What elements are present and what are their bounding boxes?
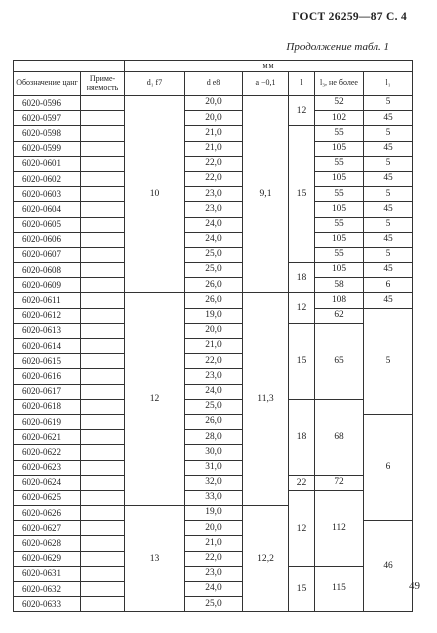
table-continuation-caption: Продолжение табл. 1 <box>286 41 389 53</box>
cell-usage <box>81 490 125 505</box>
table-row <box>14 126 413 141</box>
cell-code: 6020-0628 <box>14 536 81 551</box>
page-number: 49 <box>409 580 420 592</box>
cell-d: 20,0 <box>185 323 243 338</box>
cell-d: 21,0 <box>185 141 243 156</box>
cell-l3: 108 <box>315 293 364 308</box>
table-row <box>14 323 413 338</box>
cell-code: 6020-0613 <box>14 323 81 338</box>
cell-code: 6020-0609 <box>14 278 81 293</box>
cell-l3: 65 <box>315 323 364 399</box>
cell-l1: 5 <box>364 217 413 232</box>
table-row <box>14 217 413 232</box>
parameters-table <box>13 60 413 612</box>
cell-l3: 52 <box>315 96 364 111</box>
cell-d: 22,0 <box>185 354 243 369</box>
col-header-code: Обозначение цанг <box>14 72 81 96</box>
cell-d: 20,0 <box>185 96 243 111</box>
cell-usage <box>81 339 125 354</box>
cell-d: 21,0 <box>185 536 243 551</box>
table-row <box>14 187 413 202</box>
col-header-a: a −0,1 <box>243 72 289 96</box>
cell-l3: 62 <box>315 308 364 323</box>
cell-l3: 58 <box>315 278 364 293</box>
cell-l3: 105 <box>315 263 364 278</box>
cell-usage <box>81 430 125 445</box>
cell-usage <box>81 141 125 156</box>
table-row <box>14 278 413 293</box>
cell-usage <box>81 399 125 414</box>
cell-d1: 12 <box>125 293 185 506</box>
table-body <box>14 96 413 612</box>
cell-usage <box>81 582 125 597</box>
cell-a: 11,3 <box>243 293 289 506</box>
cell-d: 22,0 <box>185 551 243 566</box>
document-header: ГОСТ 26259—87 С. 4 <box>292 11 407 23</box>
cell-l: 18 <box>289 263 315 293</box>
cell-code: 6020-0631 <box>14 566 81 581</box>
cell-code: 6020-0599 <box>14 141 81 156</box>
cell-l1: 6 <box>364 278 413 293</box>
cell-d: 23,0 <box>185 187 243 202</box>
table-row <box>14 141 413 156</box>
cell-l1: 45 <box>364 263 413 278</box>
cell-usage <box>81 156 125 171</box>
cell-usage <box>81 232 125 247</box>
cell-l1: 45 <box>364 202 413 217</box>
cell-d: 31,0 <box>185 460 243 475</box>
cell-l3: 105 <box>315 232 364 247</box>
cell-d1: 10 <box>125 96 185 293</box>
cell-l1: 46 <box>364 521 413 612</box>
cell-code: 6020-0615 <box>14 354 81 369</box>
cell-d: 24,0 <box>185 217 243 232</box>
cell-d: 23,0 <box>185 566 243 581</box>
cell-code: 6020-0606 <box>14 232 81 247</box>
cell-code: 6020-0601 <box>14 156 81 171</box>
cell-code: 6020-0603 <box>14 187 81 202</box>
cell-code: 6020-0598 <box>14 126 81 141</box>
cell-l1: 45 <box>364 141 413 156</box>
table-row <box>14 399 413 414</box>
cell-d: 19,0 <box>185 506 243 521</box>
cell-d: 23,0 <box>185 369 243 384</box>
cell-usage <box>81 369 125 384</box>
cell-d: 22,0 <box>185 171 243 186</box>
cell-d: 26,0 <box>185 278 243 293</box>
cell-code: 6020-0605 <box>14 217 81 232</box>
cell-usage <box>81 445 125 460</box>
cell-code: 6020-0632 <box>14 582 81 597</box>
cell-code: 6020-0621 <box>14 430 81 445</box>
cell-code: 6020-0624 <box>14 475 81 490</box>
cell-d: 19,0 <box>185 308 243 323</box>
cell-l3: 112 <box>315 490 364 566</box>
cell-l: 12 <box>289 293 315 323</box>
table-row <box>14 247 413 262</box>
cell-code: 6020-0597 <box>14 111 81 126</box>
cell-code: 6020-0626 <box>14 506 81 521</box>
cell-usage <box>81 536 125 551</box>
cell-l1: 5 <box>364 156 413 171</box>
cell-d: 24,0 <box>185 582 243 597</box>
cell-code: 6020-0616 <box>14 369 81 384</box>
col-header-l1: l₁ <box>364 72 413 96</box>
cell-l3: 105 <box>315 141 364 156</box>
table-row <box>14 96 413 111</box>
cell-code: 6020-0596 <box>14 96 81 111</box>
cell-l: 15 <box>289 323 315 399</box>
cell-l3: 55 <box>315 217 364 232</box>
cell-code: 6020-0629 <box>14 551 81 566</box>
cell-l3: 72 <box>315 475 364 490</box>
col-header-l: l <box>289 72 315 96</box>
cell-usage <box>81 566 125 581</box>
cell-d: 25,0 <box>185 263 243 278</box>
cell-d: 21,0 <box>185 339 243 354</box>
cell-usage <box>81 96 125 111</box>
cell-usage <box>81 506 125 521</box>
cell-code: 6020-0627 <box>14 521 81 536</box>
cell-d: 30,0 <box>185 445 243 460</box>
cell-usage <box>81 217 125 232</box>
cell-usage <box>81 597 125 612</box>
cell-usage <box>81 460 125 475</box>
cell-usage <box>81 171 125 186</box>
cell-l3: 102 <box>315 111 364 126</box>
cell-l1: 45 <box>364 293 413 308</box>
cell-usage <box>81 126 125 141</box>
table-row <box>14 156 413 171</box>
cell-l1: 45 <box>364 232 413 247</box>
cell-d: 26,0 <box>185 414 243 429</box>
cell-l3: 55 <box>315 247 364 262</box>
cell-d: 26,0 <box>185 293 243 308</box>
cell-usage <box>81 278 125 293</box>
cell-l1: 5 <box>364 96 413 111</box>
table-row <box>14 475 413 490</box>
table-row <box>14 308 413 323</box>
cell-code: 6020-0623 <box>14 460 81 475</box>
cell-d: 33,0 <box>185 490 243 505</box>
cell-a: 12,2 <box>243 506 289 612</box>
cell-code: 6020-0602 <box>14 171 81 186</box>
cell-l: 18 <box>289 399 315 475</box>
cell-a: 9,1 <box>243 96 289 293</box>
cell-code: 6020-0614 <box>14 339 81 354</box>
cell-code: 6020-0604 <box>14 202 81 217</box>
cell-l3: 55 <box>315 156 364 171</box>
cell-l3: 55 <box>315 126 364 141</box>
cell-code: 6020-0607 <box>14 247 81 262</box>
cell-l1: 5 <box>364 308 413 414</box>
table-row <box>14 490 413 505</box>
cell-l3: 55 <box>315 187 364 202</box>
cell-usage <box>81 323 125 338</box>
cell-usage <box>81 187 125 202</box>
cell-usage <box>81 293 125 308</box>
cell-l1: 5 <box>364 247 413 262</box>
table-row <box>14 202 413 217</box>
table-row <box>14 111 413 126</box>
cell-l: 15 <box>289 126 315 263</box>
cell-l1: 5 <box>364 187 413 202</box>
cell-d: 25,0 <box>185 247 243 262</box>
unit-header: мм <box>125 61 413 72</box>
cell-usage <box>81 521 125 536</box>
cell-usage <box>81 384 125 399</box>
cell-l1: 5 <box>364 126 413 141</box>
col-header-l3: l₃, не более <box>315 72 364 96</box>
cell-d: 25,0 <box>185 399 243 414</box>
cell-code: 6020-0611 <box>14 293 81 308</box>
cell-usage <box>81 263 125 278</box>
col-header-usage: Приме-няемость <box>81 72 125 96</box>
cell-l3: 105 <box>315 202 364 217</box>
table-row <box>14 263 413 278</box>
cell-d: 24,0 <box>185 384 243 399</box>
cell-code: 6020-0617 <box>14 384 81 399</box>
cell-d: 21,0 <box>185 126 243 141</box>
cell-code: 6020-0625 <box>14 490 81 505</box>
cell-l1: 6 <box>364 414 413 520</box>
cell-d: 28,0 <box>185 430 243 445</box>
cell-code: 6020-0633 <box>14 597 81 612</box>
cell-code: 6020-0622 <box>14 445 81 460</box>
cell-usage <box>81 308 125 323</box>
cell-l3: 105 <box>315 171 364 186</box>
table-row <box>14 232 413 247</box>
cell-d: 20,0 <box>185 111 243 126</box>
cell-d: 22,0 <box>185 156 243 171</box>
cell-usage <box>81 551 125 566</box>
cell-l: 15 <box>289 566 315 612</box>
cell-usage <box>81 202 125 217</box>
cell-l3: 68 <box>315 399 364 475</box>
cell-usage <box>81 247 125 262</box>
cell-code: 6020-0608 <box>14 263 81 278</box>
cell-usage <box>81 354 125 369</box>
cell-l1: 45 <box>364 171 413 186</box>
cell-d: 20,0 <box>185 521 243 536</box>
cell-d: 25,0 <box>185 597 243 612</box>
cell-usage <box>81 475 125 490</box>
cell-l3: 115 <box>315 566 364 612</box>
cell-usage <box>81 111 125 126</box>
cell-code: 6020-0612 <box>14 308 81 323</box>
cell-d1: 13 <box>125 506 185 612</box>
col-header-d: d e8 <box>185 72 243 96</box>
cell-code: 6020-0618 <box>14 399 81 414</box>
cell-l1: 45 <box>364 111 413 126</box>
header-spacer <box>14 61 125 72</box>
cell-l: 12 <box>289 490 315 566</box>
cell-usage <box>81 414 125 429</box>
table-row <box>14 293 413 308</box>
table-row <box>14 566 413 581</box>
cell-l: 12 <box>289 96 315 126</box>
cell-l: 22 <box>289 475 315 490</box>
cell-d: 24,0 <box>185 232 243 247</box>
cell-d: 32,0 <box>185 475 243 490</box>
col-header-d1: d₁ f7 <box>125 72 185 96</box>
cell-code: 6020-0619 <box>14 414 81 429</box>
cell-d: 23,0 <box>185 202 243 217</box>
table-row <box>14 171 413 186</box>
